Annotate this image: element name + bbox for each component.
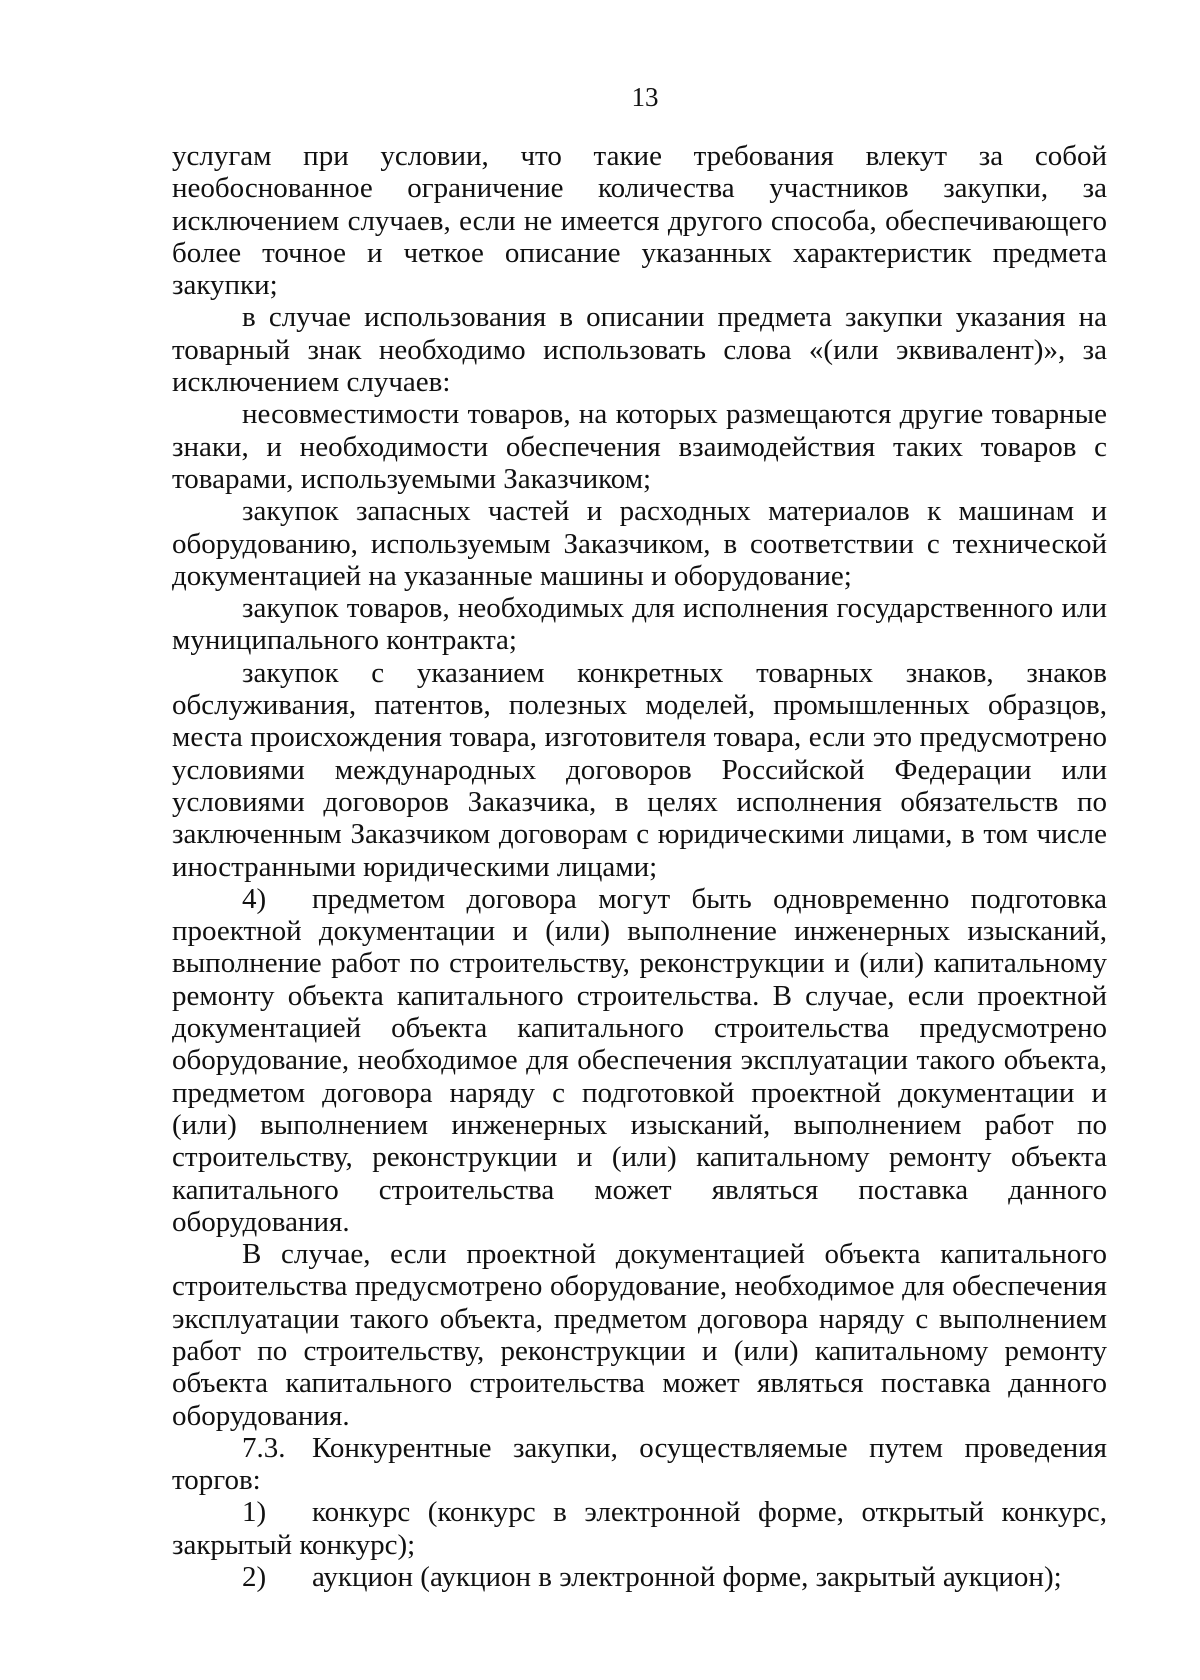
paragraph-trademark-clause: в случае использования в описании предмета закупки указания на товарный знак необходимо использовать слова «(или эквивалент)», за исключением случаев:	[172, 301, 1107, 399]
item-text: предметом договора могут быть одновременно подготовка проектной документации и (или) выполнение инженерных изысканий, выполнение работ по строительству, реконструкции и (или) капитальному ремонту объекта капитального строительства. В случае, если проектной документацией объекта капитального строительства предусмотрено оборудование, необходимое для обеспечения эксплуатации такого объекта, предметом договора наряду с подготовкой проектной документации и (или) выполнением инженерных изысканий, выполнением работ по строительству, реконструкции и (или) капитальному ремонту объекта капитального строительства может являться поставка данного оборудования.	[172, 882, 1107, 1238]
paragraph-state-contract: закупок товаров, необходимых для исполнения государственного или муниципального контракта;	[172, 592, 1107, 657]
paragraph-spare-parts: закупок запасных частей и расходных материалов к машинам и оборудованию, используемым Заказчиком, в соответствии с технической документацией на указанные машины и оборудование;	[172, 495, 1107, 592]
item-text: аукцион (аукцион в электронной форме, закрытый аукцион);	[312, 1561, 1062, 1594]
item-number: 4)	[242, 882, 267, 915]
document-body	[172, 140, 1107, 1593]
paragraph-item-4	[172, 883, 1107, 1238]
paragraph-item-2	[172, 1561, 1107, 1593]
item-text: конкурс (конкурс в электронной форме, открытый конкурс, закрытый конкурс);	[172, 1496, 1107, 1561]
item-number: 2)	[242, 1561, 267, 1594]
paragraph-item-1	[172, 1496, 1107, 1561]
paragraph-section-7-3	[172, 1432, 1107, 1497]
section-text: Конкурентные закупки, осуществляемые путем проведения торгов:	[172, 1431, 1107, 1497]
item-number: 1)	[242, 1496, 267, 1529]
page-number: 13	[631, 82, 659, 112]
section-number: 7.3.	[242, 1431, 286, 1464]
paragraph-equipment-supply: В случае, если проектной документацией объекта капитального строительства предусмотрено оборудование, необходимое для обеспечения эксплуатации такого объекта, предметом договора наряду с выполнением работ по строительству, реконструкции и (или) капитальному ремонту объекта капитального строительства может являться поставка данного оборудования.	[172, 1238, 1107, 1432]
paragraph-international-agreements: закупок с указанием конкретных товарных знаков, знаков обслуживания, патентов, полезных моделей, промышленных образцов, места происхождения товара, изготовителя товара, если это предусмотрено условиями международных договоров Российской Федерации или условиями договоров Заказчика, в целях исполнения обязательств по заключенным Заказчиком договорам с юридическими лицами, в том числе иностранными юридическими лицами;	[172, 656, 1107, 883]
paragraph-continuation: услугам при условии, что такие требования влекут за собой необоснованное ограничение количества участников закупки, за исключением случаев, если не имеется другого способа, обеспечивающего более точное и четкое описание указанных характеристик предмета закупки;	[172, 140, 1107, 302]
paragraph-incompatibility: несовместимости товаров, на которых размещаются другие товарные знаки, и необходимости обеспечения взаимодействия таких товаров с товарами, используемыми Заказчиком;	[172, 398, 1107, 495]
